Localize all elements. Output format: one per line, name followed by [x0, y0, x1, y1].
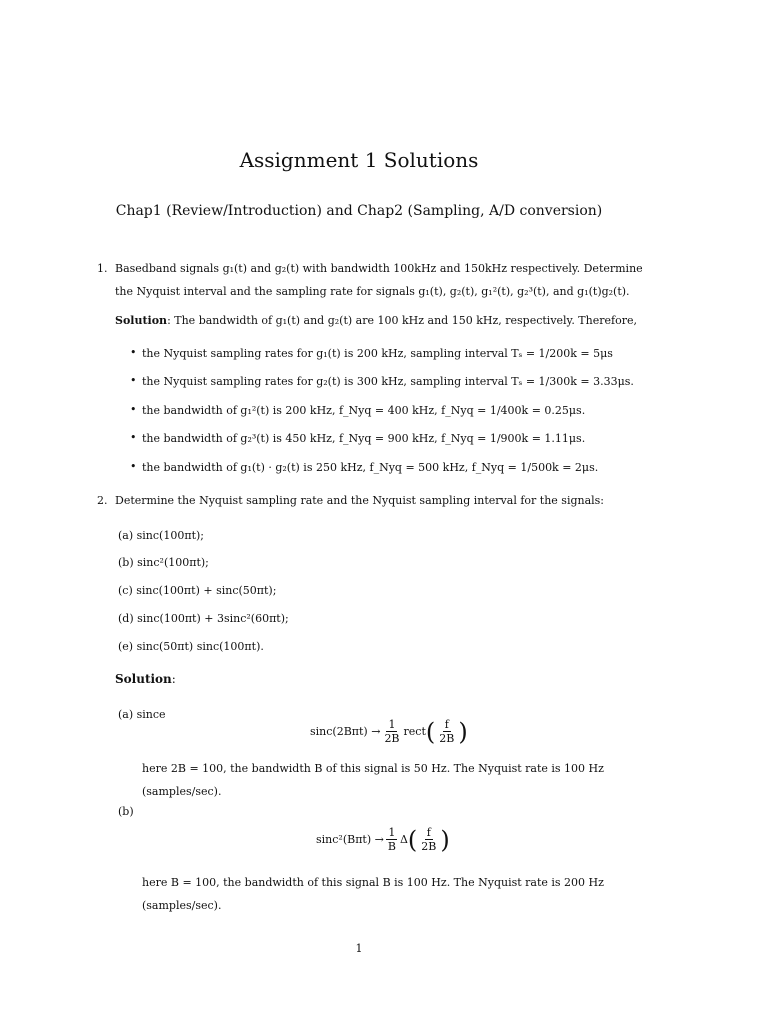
q2-solution-label: Solution: [115, 672, 172, 686]
equation-a: [310, 718, 468, 745]
equation-a-denominator: 2B: [384, 732, 400, 746]
q2-b-label: (b): [118, 805, 134, 818]
q2-part-b: (b) sinc²(100πt);: [118, 556, 209, 569]
equation-a-rect: rect: [403, 725, 426, 739]
equation-b-arg-denominator: 2B: [421, 840, 437, 854]
page-number: 1: [355, 942, 363, 955]
q1-bullet-dot: •: [130, 346, 137, 359]
equation-b-arg-numerator: f: [426, 826, 431, 839]
q2-a-label: (a) since: [118, 708, 166, 721]
q1-solution: [115, 314, 637, 327]
q1-bullet-dot: •: [130, 374, 137, 387]
q2-solution-colon: :: [171, 672, 176, 686]
q2-part-d: (d) sinc(100πt) + 3sinc²(60πt);: [118, 612, 289, 625]
q2-part-e: (e) sinc(50πt) sinc(100πt).: [118, 640, 264, 653]
equation-b-lhs: sinc²(Bπt) →: [316, 833, 384, 847]
equation-a-numerator: 1: [388, 718, 396, 731]
equation-b-delta: Δ: [399, 833, 408, 847]
q1-solution-text: : The bandwidth of g₁(t) and g₂(t) are 100 kHz and 150 kHz, respectively. Therefore,: [167, 314, 637, 327]
q1-number: 1.: [97, 262, 108, 275]
q2-text: Determine the Nyquist sampling rate and the Nyquist sampling interval for the signals:: [115, 494, 605, 507]
q1-bullet-dot: •: [130, 403, 137, 416]
q1-bullet-5: the bandwidth of g₁(t) · g₂(t) is 250 kHz, f_Nyq = 500 kHz, f_Nyq = 1/500k = 2μs.: [142, 461, 599, 474]
left-paren: (: [407, 825, 418, 854]
equation-a-arg-fraction: [437, 718, 456, 745]
q1-bullet-dot: •: [130, 460, 137, 473]
q1-bullet-dot: •: [130, 431, 137, 444]
equation-b-denominator: B: [387, 840, 396, 854]
equation-b-numerator: 1: [388, 826, 396, 839]
document-title: Assignment 1 Solutions: [239, 148, 479, 172]
equation-a-lhs: sinc(2Bπt) →: [310, 725, 381, 739]
q1-bullet-4: the bandwidth of g₂³(t) is 450 kHz, f_Nyq = 900 kHz, f_Nyq = 1/900k = 1.11μs.: [142, 432, 586, 445]
left-paren: (: [425, 717, 436, 746]
q1-bullet-2: the Nyquist sampling rates for g₂(t) is 300 kHz, sampling interval Tₛ = 1/300k = 3.33μs.: [142, 375, 634, 388]
q2-part-a: (a) sinc(100πt);: [118, 529, 204, 542]
q1-line-2: the Nyquist interval and the sampling rate for signals g₁(t), g₂(t), g₁²(t), g₂³(t), and g₁(t)g₂(t).: [115, 285, 630, 298]
document-subtitle: Chap1 (Review/Introduction) and Chap2 (Sampling, A/D conversion): [115, 203, 603, 219]
q2-b-text-2: (samples/sec).: [142, 899, 222, 912]
equation-b-arg-fraction: [419, 826, 438, 853]
equation-a-arg-numerator: f: [444, 718, 449, 731]
q2-number: 2.: [97, 494, 108, 507]
q1-line-1: Basedband signals g₁(t) and g₂(t) with bandwidth 100kHz and 150kHz respectively. Determine: [115, 262, 643, 275]
q1-bullet-3: the bandwidth of g₁²(t) is 200 kHz, f_Nyq = 400 kHz, f_Nyq = 1/400k = 0.25μs.: [142, 404, 586, 417]
right-paren: ): [440, 825, 450, 854]
equation-b: [316, 826, 450, 853]
q2-solution-heading: [115, 672, 176, 686]
q1-solution-label: Solution: [115, 314, 168, 327]
right-paren: ): [458, 717, 468, 746]
equation-a-arg-denominator: 2B: [439, 732, 455, 746]
q1-bullet-1: the Nyquist sampling rates for g₁(t) is 200 kHz, sampling interval Tₛ = 1/200k = 5μs: [142, 347, 613, 360]
q2-a-text-2: (samples/sec).: [142, 785, 222, 798]
q2-b-text-1: here B = 100, the bandwidth of this signal B is 100 Hz. The Nyquist rate is 200 Hz: [142, 876, 604, 889]
q2-a-text-1: here 2B = 100, the bandwidth B of this signal is 50 Hz. The Nyquist rate is 100 Hz: [142, 762, 604, 775]
equation-a-fraction: [382, 718, 401, 745]
equation-b-fraction: [386, 826, 398, 853]
q2-part-c: (c) sinc(100πt) + sinc(50πt);: [118, 584, 277, 597]
